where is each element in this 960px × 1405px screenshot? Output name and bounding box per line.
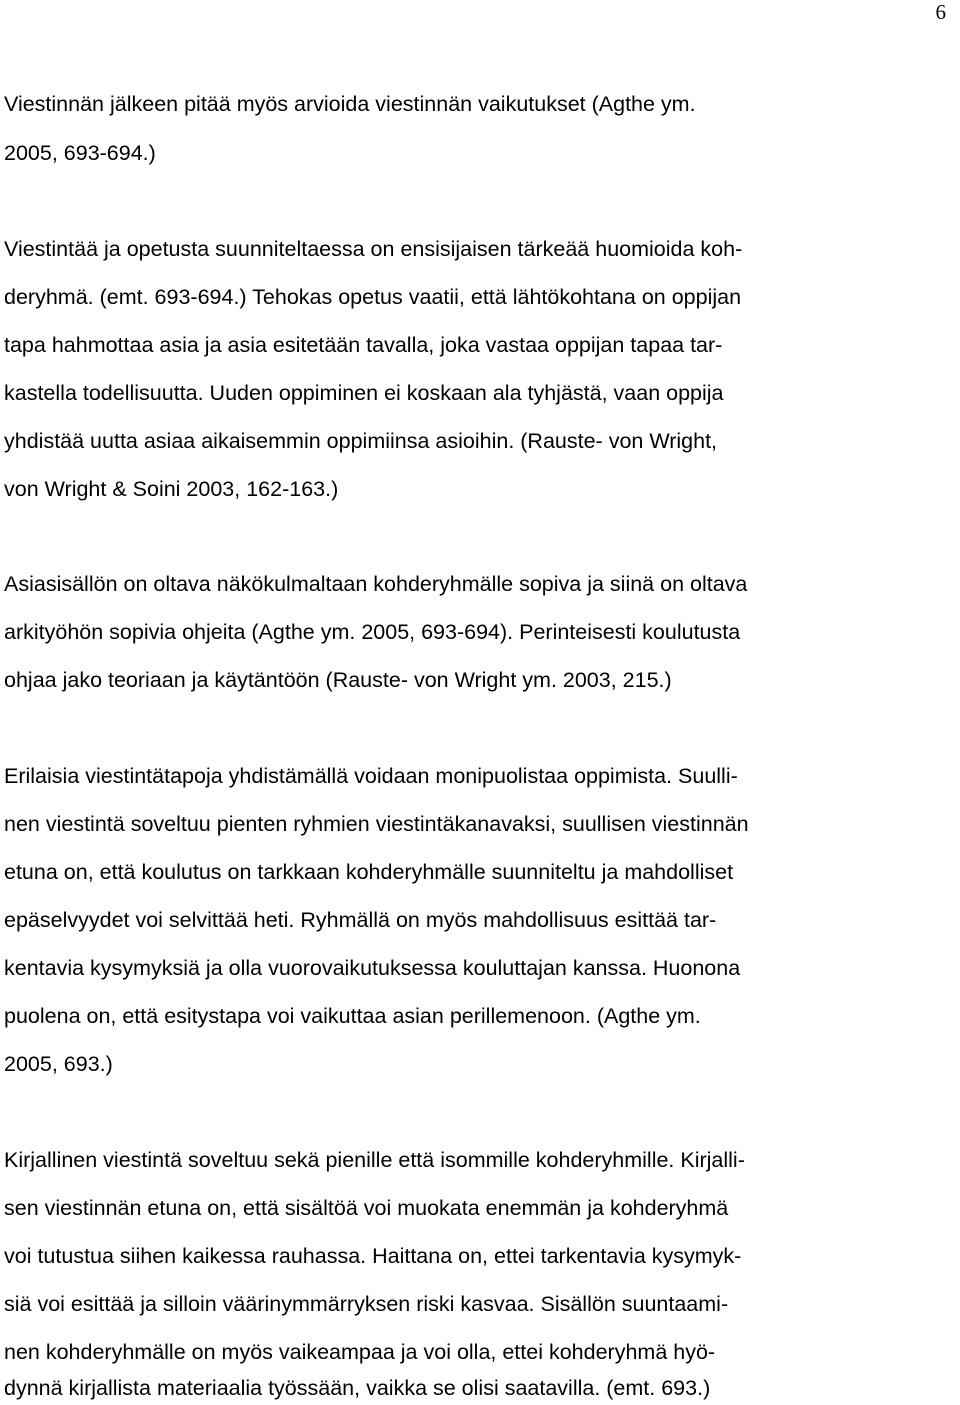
- paragraph-line: Viestintää ja opetusta suunniteltaessa on ensisijaisen tärkeää huomioida koh-: [4, 237, 743, 261]
- paragraph-line: tapa hahmottaa asia ja asia esitetään tavalla, joka vastaa oppijan tapaa tar-: [4, 333, 723, 357]
- paragraph-line: Viestinnän jälkeen pitää myös arvioida viestinnän vaikutukset (Agthe ym.: [4, 92, 696, 116]
- paragraph-line: Erilaisia viestintätapoja yhdistämällä voidaan monipuolistaa oppimista. Suulli-: [4, 764, 738, 788]
- paragraph-line: von Wright & Soini 2003, 162-163.): [4, 477, 339, 501]
- paragraph-line: etuna on, että koulutus on tarkkaan kohderyhmälle suunniteltu ja mahdolliset: [4, 860, 734, 884]
- paragraph-line: 2005, 693-694.): [4, 141, 156, 165]
- paragraph-line: yhdistää uutta asiaa aikaisemmin oppimiinsa asioihin. (Rauste- von Wright,: [4, 429, 718, 453]
- paragraph-line: nen viestintä soveltuu pienten ryhmien viestintäkanavaksi, suullisen viestinnän: [4, 812, 749, 836]
- page-number: 6: [935, 0, 946, 24]
- paragraph-line: sen viestinnän etuna on, että sisältöä voi muokata enemmän ja kohderyhmä: [4, 1196, 729, 1220]
- paragraph-line: kastella todellisuutta. Uuden oppiminen ei koskaan ala tyhjästä, vaan oppija: [4, 381, 724, 405]
- paragraph-line: Kirjallinen viestintä soveltuu sekä pienille että isommille kohderyhmille. Kirjalli-: [4, 1148, 745, 1172]
- paragraph-line: dynnä kirjallista materiaalia työssään, vaikka se olisi saatavilla. (emt. 693.): [4, 1376, 711, 1400]
- paragraph-line: voi tutustua siihen kaikessa rauhassa. Haittana on, ettei tarkentavia kysymyk-: [4, 1244, 742, 1268]
- paragraph-line: siä voi esittää ja silloin väärinymmärryksen riski kasvaa. Sisällön suuntaami-: [4, 1292, 729, 1316]
- paragraph-line: deryhmä. (emt. 693-694.) Tehokas opetus vaatii, että lähtökohtana on oppijan: [4, 285, 742, 309]
- paragraph-line: kentavia kysymyksiä ja olla vuorovaikutuksessa kouluttajan kanssa. Huonona: [4, 956, 741, 980]
- paragraph-line: nen kohderyhmälle on myös vaikeampaa ja voi olla, ettei kohderyhmä hyö-: [4, 1340, 716, 1364]
- paragraph-line: 2005, 693.): [4, 1052, 113, 1076]
- paragraph-line: Asiasisällön on oltava näkökulmaltaan kohderyhmälle sopiva ja siinä on oltava: [4, 572, 748, 596]
- paragraph-line: ohjaa jako teoriaan ja käytäntöön (Rauste- von Wright ym. 2003, 215.): [4, 668, 672, 692]
- paragraph-line: puolena on, että esitystapa voi vaikuttaa asian perillemenoon. (Agthe ym.: [4, 1004, 701, 1028]
- paragraph-line: arkityöhön sopivia ohjeita (Agthe ym. 2005, 693-694). Perinteisesti koulutusta: [4, 620, 741, 644]
- paragraph-line: epäselvyydet voi selvittää heti. Ryhmällä on myös mahdollisuus esittää tar-: [4, 908, 717, 932]
